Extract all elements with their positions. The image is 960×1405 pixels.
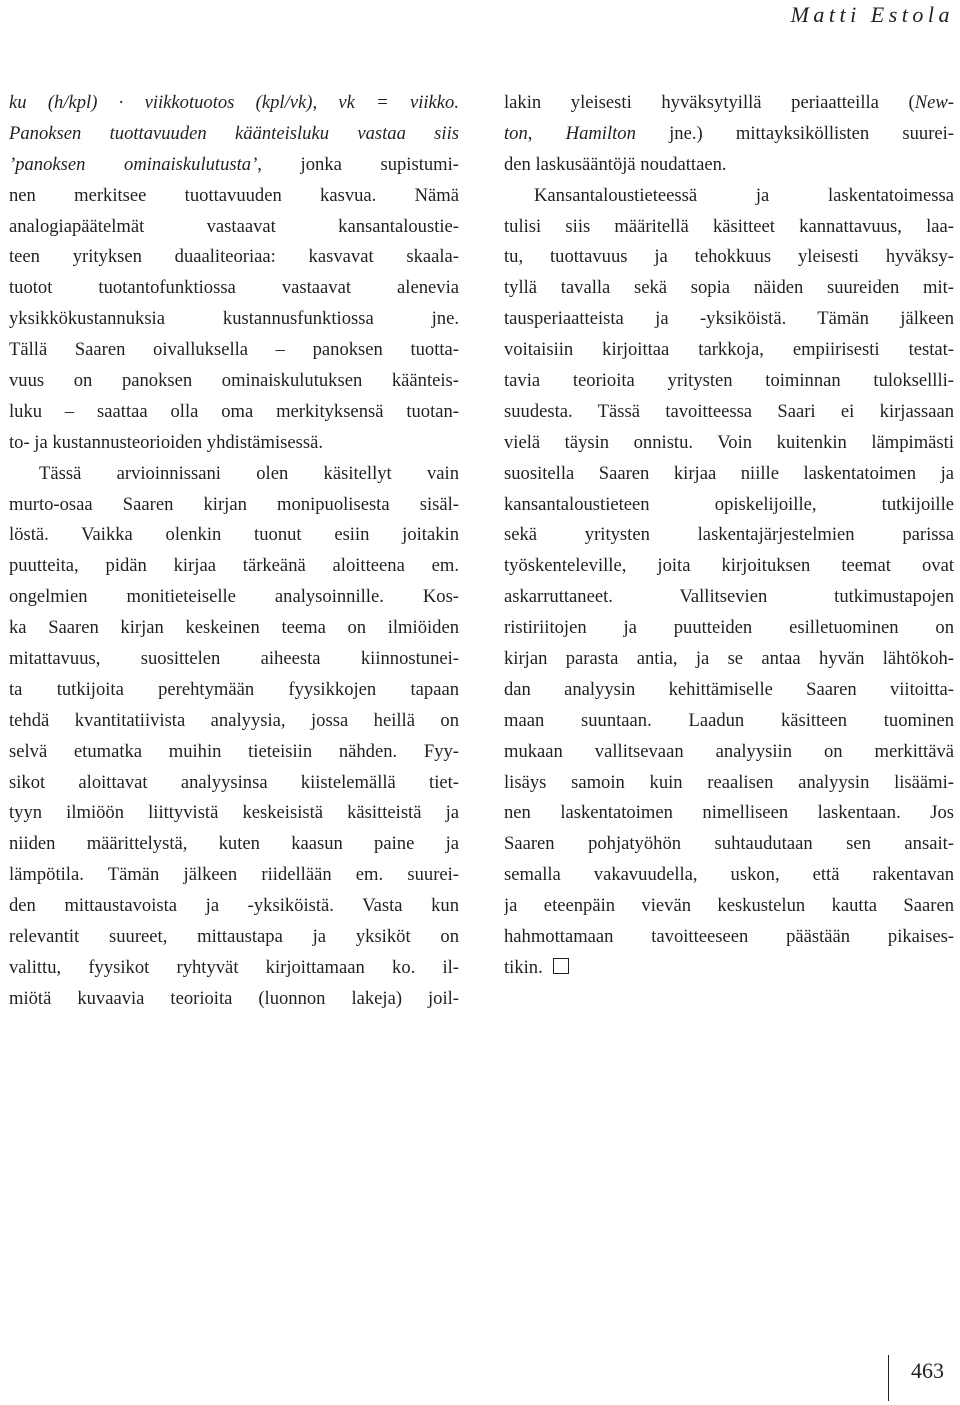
text-segment: ta tutkijoita perehtymään fyysikkojen tapaan [9, 678, 459, 700]
text-segment: ton [504, 122, 528, 144]
text-segment: tehdä kvantitatiivista analyysia, jossa heillä on [9, 709, 459, 731]
text-line [9, 644, 459, 675]
page-number: 463 [911, 1358, 944, 1383]
text-segment: ongelmien monitieteiselle analysoinnille. Kos- [9, 586, 459, 608]
text-line [9, 397, 459, 428]
text-segment: lakin yleisesti hyväksytyillä periaatteilla ( [504, 92, 915, 113]
page-number-rule [888, 1355, 889, 1401]
text-segment: lisäys samoin kuin reaalisen analyysin lisäämi- [504, 771, 954, 793]
text-segment: semalla vakavuudella, uskon, että rakentavan [504, 864, 954, 886]
text-segment: to- ja kustannusteorioiden yhdistämisessä. [9, 431, 323, 453]
text-segment: Tässä arvioinnissani olen käsitellyt vain [39, 462, 459, 484]
text-line [504, 582, 954, 613]
text-line [504, 459, 954, 490]
text-line [504, 490, 954, 521]
text-segment: työskenteleville, joita kirjoituksen teemat ovat [504, 555, 954, 577]
text-segment: niiden määrittelystä, kuten kaasun paine ja [9, 833, 459, 855]
text-segment: ristiriitojen ja puutteiden esilletuominen on [504, 617, 954, 639]
text-segment: maan suuntaan. Laadun käsitteen tuominen [504, 709, 954, 731]
text-segment: luku – saattaa olla oma merkityksensä tuotan- [9, 400, 459, 422]
text-line [504, 181, 954, 212]
text-line [504, 953, 954, 984]
text-line [9, 613, 459, 644]
text-segment: teen yrityksen duaaliteoriaa: kasvavat skaala- [9, 246, 459, 268]
text-line [504, 706, 954, 737]
text-segment: askarruttaneet. Vallitsevien tutkimustapojen [504, 586, 954, 608]
text-segment: den laskusääntöjä noudattaen. [504, 153, 727, 175]
text-segment: tulisi siis määritellä käsitteet kannattavuus, laa- [504, 215, 954, 237]
text-line [9, 335, 459, 366]
text-line [9, 675, 459, 706]
text-line [504, 798, 954, 829]
text-segment: tyyn ilmiöön liittyvistä keskeisistä käsitteistä ja [9, 802, 459, 824]
text-segment: selvä etumatka muihin tieteisiin nähden. Fyy- [9, 740, 459, 762]
text-line [9, 490, 459, 521]
text-line [504, 335, 954, 366]
text-segment: vielä täysin onnistu. Voin kuitenkin lämpimästi [504, 431, 954, 453]
text-segment: mukaan vallitsevaan analyysiin on merkittävä [504, 740, 954, 762]
text-line [9, 737, 459, 768]
text-line [9, 150, 459, 181]
text-line [9, 88, 459, 119]
text-segment: yksikkökustannuksia kustannusfunktiossa jne. [9, 308, 459, 330]
text-segment: tyllä tavalla sekä sopia näiden suureiden mit- [504, 277, 954, 299]
text-segment: mitattavuus, suosittelen aiheesta kiinnostunei- [9, 648, 459, 670]
text-line [504, 88, 954, 119]
text-segment: nen merkitsee tuottavuuden kasvua. Nämä [9, 184, 459, 206]
text-segment: den mittaustavoista ja -yksiköistä. Vasta kun [9, 895, 459, 917]
text-line [9, 706, 459, 737]
text-segment: New- [914, 92, 954, 113]
text-line [504, 768, 954, 799]
text-segment: tavia teorioita yritysten toiminnan tuloksellli- [504, 370, 954, 392]
text-segment: ’panoksen ominaiskulutusta’ [9, 153, 258, 175]
text-line [9, 212, 459, 243]
text-line [504, 737, 954, 768]
text-segment: dan analyysin kehittämiselle Saaren viitoitta- [504, 678, 954, 700]
text-line [9, 829, 459, 860]
text-line [504, 551, 954, 582]
text-segment: sikot aloittavat analyysinsa kiistelemällä tiet- [9, 771, 459, 793]
text-line [504, 613, 954, 644]
text-segment: löstä. Vaikka olenkin tuonut esiin joitakin [9, 524, 459, 546]
text-line [9, 953, 459, 984]
text-segment: analogiapäätelmät vastaavat kansantaloustie- [9, 215, 459, 237]
text-segment: puutteita, pidän kirjaa tärkeänä aloitteena em. [9, 555, 459, 577]
text-line [504, 150, 954, 181]
text-segment: Hamilton [565, 122, 636, 144]
text-line [504, 397, 954, 428]
left-text-column [9, 88, 459, 1015]
text-line [504, 273, 954, 304]
text-segment: tu, tuottavuus ja tehokkuus yleisesti hyväksy- [504, 246, 954, 268]
text-segment: tikin. [504, 956, 543, 978]
text-segment: ka Saaren kirjan keskeinen teema on ilmiöiden [9, 617, 459, 639]
text-line [9, 273, 459, 304]
text-line [9, 520, 459, 551]
text-line [504, 304, 954, 335]
text-segment: ja eteenpäin vievän keskustelun kautta Saaren [504, 895, 954, 917]
text-line [504, 829, 954, 860]
end-of-article-mark [553, 958, 569, 974]
text-segment: relevantit suureet, mittaustapa ja yksiköt on [9, 926, 459, 948]
text-line [9, 768, 459, 799]
text-segment: Kansantaloustieteessä ja laskentatoimessa [534, 184, 954, 206]
text-segment: kansantaloustieteen opiskelijoille, tutkijoille [504, 493, 954, 515]
right-text-column [504, 88, 954, 984]
text-line [9, 366, 459, 397]
text-line [9, 119, 459, 150]
text-segment: suositella Saaren kirjaa niille laskentatoimen ja [504, 462, 954, 484]
text-line [504, 119, 954, 150]
text-segment: tausperiaatteista ja -yksiköistä. Tämän jälkeen [504, 308, 954, 330]
text-segment: Panoksen tuottavuuden käänteisluku vastaa siis [9, 122, 459, 144]
text-segment: voitaisiin kirjoittaa tarkkoja, empiirisesti testat- [504, 339, 954, 361]
text-line [9, 304, 459, 335]
text-segment: , jonka supistumi- [257, 153, 459, 175]
text-segment: nen laskentatoimen nimelliseen laskentaan. Jos [504, 802, 954, 824]
text-line [504, 922, 954, 953]
text-line [9, 922, 459, 953]
text-segment: sekä yritysten laskentajärjestelmien parissa [504, 524, 954, 546]
text-segment: lämpötila. Tämän jälkeen riidellään em. suurei- [9, 864, 459, 886]
text-segment: jne.) mittayksiköllisten suurei- [635, 122, 954, 144]
text-segment: hahmottamaan tavoitteeseen päästään pikaises- [504, 926, 954, 948]
text-line [504, 860, 954, 891]
text-line [504, 242, 954, 273]
text-segment: Tällä Saaren oivalluksella – panoksen tuotta- [9, 339, 459, 361]
text-line [9, 181, 459, 212]
text-segment: kirjan parasta antia, ja se antaa hyvän lähtökoh- [504, 648, 954, 670]
text-line [9, 798, 459, 829]
text-line [9, 582, 459, 613]
text-line [504, 644, 954, 675]
text-segment: , [527, 122, 566, 144]
text-line [504, 520, 954, 551]
text-segment: tuotot tuotantofunktiossa vastaavat alenevia [9, 277, 459, 299]
text-line [504, 212, 954, 243]
text-segment: ku (h/kpl) · viikkotuotos (kpl/vk), vk = viikko. [9, 92, 459, 113]
text-line [9, 428, 459, 459]
text-segment: valittu, fyysikot ryhtyvät kirjoittamaan ko. il- [9, 956, 459, 978]
text-line [504, 891, 954, 922]
text-segment: Saaren pohjatyöhön suhtaudutaan sen ansait- [504, 833, 954, 855]
text-segment: vuus on panoksen ominaiskulutuksen käänteis- [9, 370, 459, 392]
text-segment: suudesta. Tässä tavoitteessa Saari ei kirjassaan [504, 400, 954, 422]
text-line [9, 860, 459, 891]
text-segment: murto-osaa Saaren kirjan monipuolisesta sisäl- [9, 493, 459, 515]
text-line [504, 428, 954, 459]
text-line [504, 366, 954, 397]
text-line [9, 984, 459, 1015]
text-line [9, 891, 459, 922]
text-segment: miötä kuvaavia teorioita (luonnon lakeja) joil- [9, 987, 459, 1009]
text-line [9, 551, 459, 582]
text-line [504, 675, 954, 706]
text-line [9, 459, 459, 490]
running-header: Matti Estola [790, 2, 954, 27]
text-line [9, 242, 459, 273]
